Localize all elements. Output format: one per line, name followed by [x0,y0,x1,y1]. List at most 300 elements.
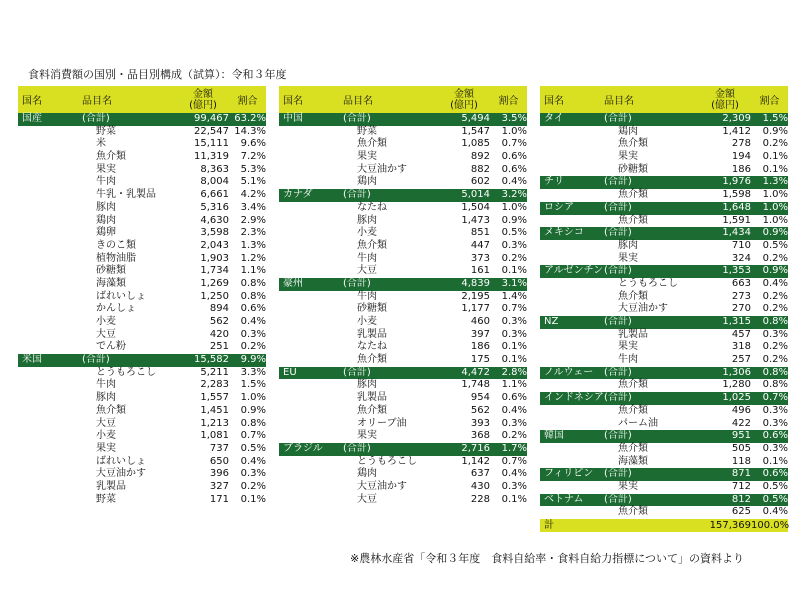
item-amount: 318 [731,341,751,353]
item-amount: 1,598 [722,189,751,201]
country-amount: 951 [731,430,751,442]
row-spacer [540,481,604,494]
item-share: 0.9% [240,404,266,416]
table-row [540,379,788,392]
country-amount: 812 [731,493,751,505]
row-spacer [18,392,82,405]
item-name: 魚介類 [618,506,648,518]
item-share: 0.3% [501,239,527,251]
country-row [279,189,527,202]
row-spacer [540,126,604,139]
item-share: 14.3% [234,125,266,137]
item-share: 0.2% [762,290,788,302]
item-name: 鶏卵 [96,227,116,239]
row-spacer [18,456,82,469]
item-amount: 1,250 [200,290,229,302]
table-row [540,278,788,291]
row-spacer [18,405,82,418]
item-share: 9.6% [240,138,266,150]
header-amount [438,89,490,111]
item-share: 0.7% [501,455,527,467]
item-share: 3.4% [240,201,266,213]
country-amount: 1,306 [722,366,751,378]
item-share: 1.0% [240,392,266,404]
country-row [279,278,527,291]
country-amount: 2,716 [461,442,490,454]
table-row [18,253,266,266]
table-header [18,86,266,113]
row-spacer [18,278,82,291]
item-name: 果実 [357,151,377,163]
row-spacer [279,341,343,354]
table-row [18,430,266,443]
item-name: ばれいしょ [96,455,146,467]
item-amount: 650 [209,455,229,467]
item-share: 2.3% [240,227,266,239]
item-amount: 562 [470,404,490,416]
table-row [18,215,266,228]
country-row [18,113,266,126]
table-row [279,481,527,494]
subtotal-label: (合計) [343,277,371,289]
subtotal-label: (合計) [604,265,632,277]
item-share: 0.2% [762,252,788,264]
header-amount-unit: (億円) [450,99,478,111]
item-share: 0.3% [762,328,788,340]
header-item: 品目名 [604,96,634,107]
item-amount: 712 [731,480,751,492]
item-amount: 892 [470,151,490,163]
country-name: チリ [544,176,564,188]
item-share: 0.3% [762,404,788,416]
country-name: カナダ [283,189,313,201]
item-name: 魚介類 [357,354,387,366]
table-row [279,379,527,392]
table-row [279,494,527,507]
header-item: 品目名 [82,96,112,107]
item-amount: 8,363 [200,163,229,175]
item-name: 牛肉 [96,176,116,188]
row-spacer [279,379,343,392]
item-amount: 161 [470,265,490,277]
row-spacer [18,227,82,240]
source-note: ※農林水産省「令和３年度 食料自給率・食料自給力指標について」の資料より [350,552,744,565]
item-share: 0.8% [240,277,266,289]
table-row [279,468,527,481]
header-country: 国名 [544,96,564,107]
item-name: 砂糖類 [96,265,126,277]
item-amount: 1,177 [461,303,490,315]
item-share: 0.2% [240,480,266,492]
subtotal-label: (合計) [604,201,632,213]
table-row [279,240,527,253]
table-row [18,341,266,354]
total-label: 計 [544,520,554,531]
country-amount: 5,014 [461,189,490,201]
item-name: 魚介類 [357,404,387,416]
row-spacer [540,215,604,228]
country-name: 豪州 [283,277,303,289]
row-spacer [540,240,604,253]
item-amount: 1,734 [200,265,229,277]
row-spacer [279,151,343,164]
table-row [540,151,788,164]
item-amount: 22,547 [194,125,229,137]
item-amount: 1,504 [461,201,490,213]
table-row [279,316,527,329]
row-spacer [279,253,343,266]
table-row [279,354,527,367]
item-name: 鶏肉 [357,176,377,188]
row-spacer [18,253,82,266]
item-share: 0.8% [240,290,266,302]
item-amount: 2,043 [200,239,229,251]
item-name: 果実 [96,163,116,175]
item-share: 0.1% [501,493,527,505]
country-row [540,176,788,189]
header-amount [699,89,751,111]
subtotal-label: (合計) [343,189,371,201]
row-spacer [540,506,604,519]
country-amount: 4,472 [461,366,490,378]
row-spacer [18,379,82,392]
item-amount: 1,591 [722,214,751,226]
table-row [279,202,527,215]
item-share: 0.3% [240,328,266,340]
country-name: アルゼンチン [544,265,604,277]
table-row [18,494,266,507]
item-name: 豚肉 [357,379,377,391]
item-share: 0.4% [240,455,266,467]
item-amount: 1,213 [200,417,229,429]
country-name: タイ [544,113,564,124]
item-name: 魚介類 [618,442,648,454]
row-spacer [18,367,82,380]
table-row [279,329,527,342]
row-spacer [540,379,604,392]
item-amount: 457 [731,328,751,340]
row-spacer [279,215,343,228]
item-share: 1.0% [762,214,788,226]
country-share: 1.7% [501,442,527,454]
table-row [18,164,266,177]
item-name: 豚肉 [96,201,116,213]
item-name: 大豆油かす [96,468,146,480]
item-name: 牛肉 [96,379,116,391]
item-name: 魚介類 [618,214,648,226]
country-share: 0.5% [762,493,788,505]
item-amount: 3,598 [200,227,229,239]
table-row [540,354,788,367]
item-name: 乳製品 [618,328,648,340]
item-share: 0.3% [240,468,266,480]
item-amount: 228 [470,493,490,505]
table-row [279,265,527,278]
table-row [540,215,788,228]
item-share: 1.5% [240,379,266,391]
item-name: 大豆 [96,328,116,340]
item-name: 鶏肉 [357,468,377,480]
table-row [540,456,788,469]
item-share: 0.6% [501,163,527,175]
item-share: 0.9% [762,125,788,137]
row-spacer [279,481,343,494]
table-row [18,329,266,342]
item-amount: 118 [731,455,751,467]
item-share: 7.2% [240,151,266,163]
item-name: 牛肉 [357,252,377,264]
item-amount: 175 [470,354,490,366]
item-amount: 447 [470,239,490,251]
item-name: なたね [357,341,387,353]
table-column-1 [18,86,266,506]
country-amount: 1,648 [722,201,751,213]
item-name: 乳製品 [96,480,126,492]
table-row [18,138,266,151]
item-share: 1.2% [240,252,266,264]
item-amount: 1,451 [200,404,229,416]
item-amount: 894 [209,303,229,315]
item-amount: 1,142 [461,455,490,467]
row-spacer [18,151,82,164]
subtotal-label: (合計) [604,493,632,505]
subtotal-label: (合計) [604,176,632,188]
item-name: 魚介類 [618,404,648,416]
table-row [18,392,266,405]
header-amount-label: 金額 [454,88,474,100]
table-row [18,227,266,240]
item-name: 植物油脂 [96,252,136,264]
table-row [540,253,788,266]
row-spacer [540,354,604,367]
country-row [279,113,527,126]
table-row [279,430,527,443]
item-amount: 273 [731,290,751,302]
item-amount: 270 [731,303,751,315]
item-name: 魚介類 [618,138,648,150]
item-name: 小麦 [96,316,116,327]
row-spacer [540,341,604,354]
country-share: 63.2% [234,113,266,124]
item-amount: 278 [731,138,751,150]
item-share: 0.3% [501,417,527,429]
subtotal-label: (合計) [604,392,632,404]
table-row [540,329,788,342]
item-share: 0.1% [762,455,788,467]
item-amount: 663 [731,277,751,289]
item-name: 砂糖類 [357,303,387,315]
row-spacer [540,443,604,456]
item-name: 大豆油かす [618,303,668,315]
row-spacer [540,164,604,177]
row-spacer [18,341,82,354]
subtotal-label: (合計) [604,113,632,124]
item-name: 果実 [357,430,377,442]
item-share: 0.3% [501,316,527,327]
item-name: 豚肉 [618,239,638,251]
table-row [18,303,266,316]
country-name: ベトナム [544,493,584,505]
table-header [279,86,527,113]
item-name: 牛乳・乳製品 [96,189,156,201]
row-spacer [279,329,343,342]
item-share: 0.3% [762,417,788,429]
country-amount: 1,315 [722,316,751,327]
subtotal-label: (合計) [343,366,371,378]
subtotal-label: (合計) [82,354,110,366]
item-share: 0.5% [501,227,527,239]
row-spacer [18,164,82,177]
row-spacer [540,418,604,431]
row-spacer [540,151,604,164]
item-amount: 1,547 [461,125,490,137]
row-spacer [279,303,343,316]
row-spacer [279,392,343,405]
item-name: とうもろこし [618,277,678,289]
row-spacer [279,291,343,304]
item-share: 0.6% [501,151,527,163]
row-spacer [18,443,82,456]
table-row [18,468,266,481]
item-share: 1.0% [501,125,527,137]
country-row [279,443,527,456]
country-name: インドネシア [544,392,604,404]
country-row [540,430,788,443]
country-name: EU [283,366,297,378]
header-share: 割合 [498,96,519,107]
country-name: フィリピン [544,468,594,480]
table-row [279,303,527,316]
item-name: 小麦 [357,227,377,239]
table-row [18,151,266,164]
item-share: 0.1% [240,493,266,505]
table-row [279,215,527,228]
item-name: 果実 [618,480,638,492]
subtotal-label: (合計) [343,113,371,124]
item-share: 0.1% [501,354,527,366]
row-spacer [279,202,343,215]
item-name: とうもろこし [96,366,156,378]
table-row [540,418,788,431]
row-spacer [279,430,343,443]
item-name: 果実 [618,252,638,264]
country-share: 9.9% [240,354,266,366]
item-amount: 737 [209,442,229,454]
country-name: メキシコ [544,227,584,239]
page-title: 食料消費額の国別・品目別構成（試算）：令和３年度 [28,68,287,81]
row-spacer [18,138,82,151]
row-spacer [18,418,82,431]
item-amount: 430 [470,480,490,492]
table-row [18,418,266,431]
item-name: 野菜 [96,493,116,505]
item-amount: 637 [470,468,490,480]
header-country: 国名 [22,96,42,107]
row-spacer [540,329,604,342]
item-share: 1.1% [240,265,266,277]
table-header [540,86,788,113]
item-amount: 2,195 [461,290,490,302]
country-share: 0.7% [762,392,788,404]
item-share: 0.8% [762,379,788,391]
country-amount: 1,434 [722,227,751,239]
item-amount: 186 [470,341,490,353]
country-name: ノルウェー [544,366,594,378]
item-amount: 562 [209,316,229,327]
item-name: 魚介類 [357,138,387,150]
item-amount: 393 [470,417,490,429]
table-row [279,418,527,431]
row-spacer [540,189,604,202]
subtotal-label: (合計) [604,227,632,239]
item-name: 大豆油かす [357,163,407,175]
item-amount: 420 [209,328,229,340]
item-name: 豚肉 [357,214,377,226]
item-name: ばれいしょ [96,290,146,302]
item-share: 0.8% [240,417,266,429]
item-name: 果実 [618,341,638,353]
item-name: 野菜 [96,125,116,137]
table-row [279,341,527,354]
row-spacer [279,405,343,418]
country-amount: 5,494 [461,113,490,124]
row-spacer [540,291,604,304]
country-row [540,227,788,240]
country-share: 1.3% [762,176,788,188]
row-spacer [279,164,343,177]
item-name: 乳製品 [357,392,387,404]
table-row [18,291,266,304]
item-name: 乳製品 [357,328,387,340]
item-amount: 710 [731,239,751,251]
item-amount: 251 [209,341,229,353]
item-share: 0.1% [501,341,527,353]
item-name: 牛肉 [618,354,638,366]
item-name: オリーブ油 [357,417,407,429]
country-name: ロシア [544,201,574,213]
item-name: 大豆 [357,493,377,505]
item-name: 豚肉 [96,392,116,404]
item-share: 0.1% [762,163,788,175]
table-row [540,189,788,202]
country-share: 2.8% [501,366,527,378]
item-amount: 1,269 [200,277,229,289]
item-share: 1.4% [501,290,527,302]
row-spacer [540,278,604,291]
table-row [279,392,527,405]
total-amount: 157,369 [709,520,751,531]
country-row [540,113,788,126]
item-amount: 2,283 [200,379,229,391]
item-share: 1.3% [240,239,266,251]
item-share: 0.4% [501,404,527,416]
table-row [279,126,527,139]
table-row [18,443,266,456]
row-spacer [279,494,343,507]
table-row [540,405,788,418]
item-amount: 1,085 [461,138,490,150]
table-row [18,265,266,278]
item-name: 海藻類 [618,455,648,467]
item-share: 4.2% [240,189,266,201]
item-amount: 15,111 [194,138,229,150]
row-spacer [18,291,82,304]
item-share: 0.6% [240,303,266,315]
item-amount: 851 [470,227,490,239]
item-name: 魚介類 [618,189,648,201]
item-name: 野菜 [357,125,377,137]
subtotal-label: (合計) [604,316,632,327]
